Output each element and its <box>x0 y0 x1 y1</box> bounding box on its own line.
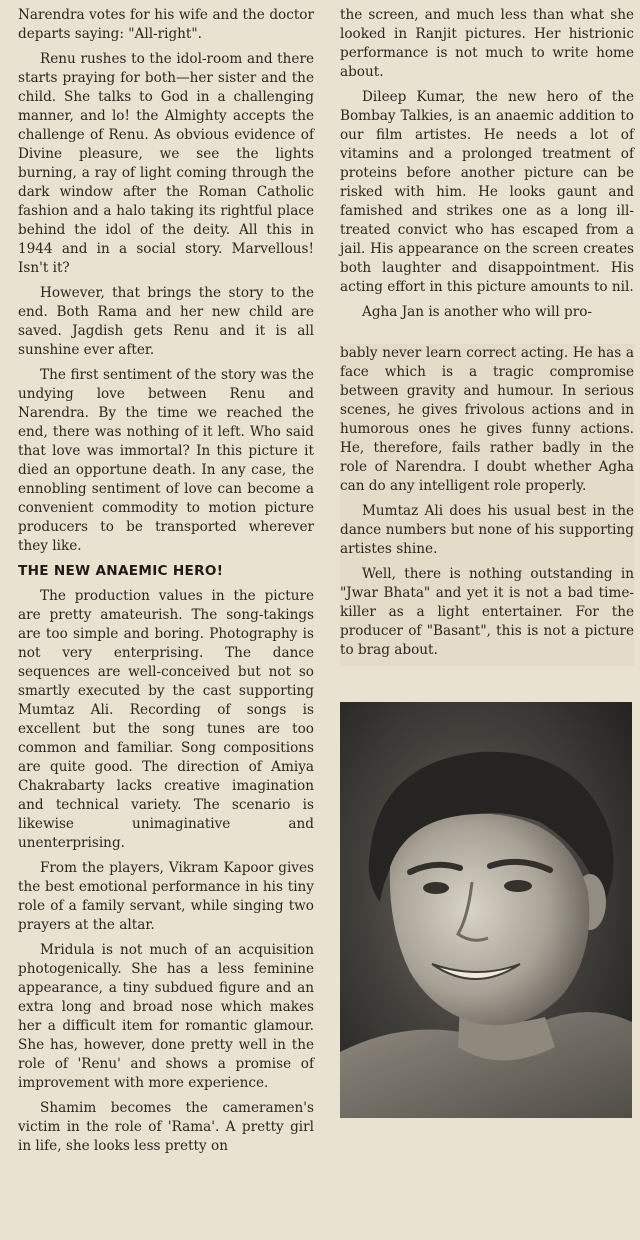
paragraph: bably never learn correct acting. He has a face which is a tragic compromise between gravity and humour. In serious scenes, he gives frivolous actions and in humorous ones he gives funny actions. He, therefore, fails rather badly in the role of Narendra. I doubt whether Agha can do any intelligent role properly. <box>340 345 634 494</box>
right-text-column-top <box>340 6 634 322</box>
paragraph: However, that brings the story to the end. Both Rama and her new child are saved. Jagdish gets Renu and it is all sunshine ever after. <box>18 285 314 358</box>
paragraph: Agha Jan is another who will pro- <box>362 304 592 320</box>
paragraph: Shamim becomes the cameramen's victim in the role of 'Rama'. A pretty girl in life, she looks less pretty on <box>18 1100 314 1154</box>
paragraph: Mumtaz Ali does his usual best in the dance numbers but none of his supporting artistes shine. <box>340 503 634 557</box>
section-heading: THE NEW ANAEMIC HERO! <box>18 563 224 579</box>
portrait-photograph <box>340 702 632 1118</box>
left-text-column <box>18 6 314 1162</box>
paragraph: From the players, Vikram Kapoor gives the best emotional performance in his tiny role of a family servant, while singing two prayers at the altar. <box>18 860 314 933</box>
paragraph: The first sentiment of the story was the undying love between Renu and Narendra. By the time we reached the end, there was nothing of it left. Who said that love was immortal? In this picture it died an opportune death. In any case, the ennobling sentiment of love can become a convenient commodity to motion picture producers to be transported wherever they like. <box>18 367 314 554</box>
paragraph: Mridula is not much of an acquisition photogenically. She has a less feminine appearance, a tiny subdued figure and an extra long and broad nose which makes her a difficult item for romantic glamour. She has, however, done pretty well in the role of 'Renu' and shows a promise of improvement with more experience. <box>18 942 314 1091</box>
paragraph: the screen, and much less than what she looked in Ranjit pictures. Her histrionic performance is not much to write home about. <box>340 7 634 80</box>
right-text-column-bottom <box>340 344 634 666</box>
paragraph: Well, there is nothing outstanding in "Jwar Bhata" and yet it is not a bad time-killer as a light entertainer. For the producer of "Basant", this is not a picture to brag about. <box>340 566 634 658</box>
paragraph: Narendra votes for his wife and the doctor departs saying: "All-right". <box>18 7 314 42</box>
portrait-illustration <box>340 702 632 1118</box>
paragraph: Dileep Kumar, the new hero of the Bombay Talkies, is an anaemic addition to our film artistes. He needs a lot of vitamins and a prolonged treatment of proteins before another picture can be risked with him. He looks gaunt and famished and strikes one as a long ill-treated convict who has escaped from a jail. His appearance on the screen creates both laughter and disappointment. His acting effort in this picture amounts to nil. <box>340 89 634 295</box>
paragraph: Renu rushes to the idol-room and there starts praying for both—her sister and the child. She talks to God in a challenging manner, and lo! the Almighty accepts the challenge of Renu. As obvious evidence of Divine pleasure, we see the lights burning, a ray of light coming through the dark window after the Roman Catholic fashion and a halo taking its rightful place behind the idol of the deity. All this in 1944 and in a social story. Marvellous! Isn't it? <box>18 51 314 276</box>
paragraph: The production values in the picture are pretty amateurish. The song-takings are too simple and boring. Photography is not very enterprising. The dance sequences are well-conceived but not so smartly executed by the cast supporting Mumtaz Ali. Recording of songs is excellent but the song tunes are too common and familiar. Song compositions are quite good. The direction of Amiya Chakrabarty lacks creative imagination and technical variety. The scenario is likewise unimaginative and unenterprising. <box>18 588 314 851</box>
